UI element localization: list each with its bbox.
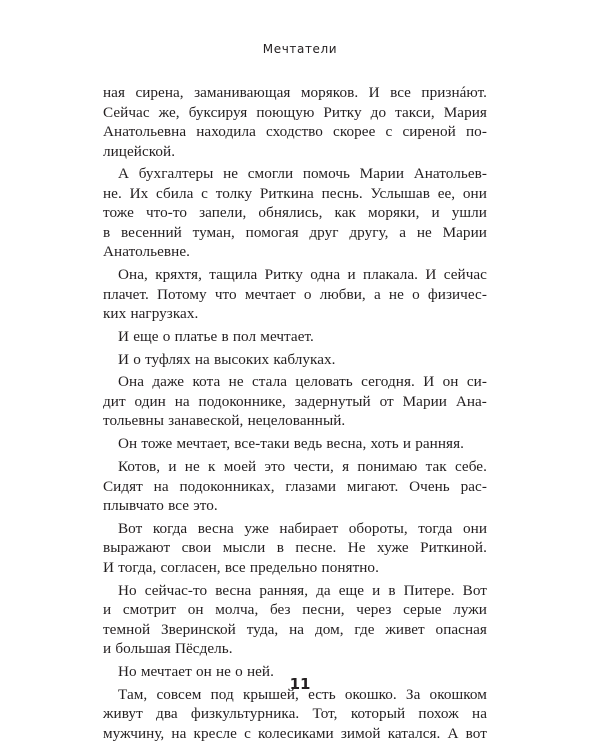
word: туман, bbox=[192, 223, 235, 241]
text-line bbox=[103, 434, 487, 454]
word: Вот bbox=[118, 519, 143, 537]
word: набирает bbox=[279, 519, 339, 537]
word: совсем bbox=[156, 685, 202, 703]
word: хоть bbox=[370, 435, 399, 453]
word: окошком bbox=[429, 685, 487, 703]
word: чести, bbox=[293, 458, 334, 476]
text-line bbox=[103, 83, 487, 103]
text-line bbox=[103, 122, 487, 142]
word: же, bbox=[158, 103, 180, 121]
word: Риткина bbox=[259, 184, 314, 202]
word: нецелованный. bbox=[247, 412, 346, 430]
word: на bbox=[194, 350, 210, 368]
text-line bbox=[103, 581, 487, 601]
word: с bbox=[244, 724, 251, 742]
word: весенний bbox=[121, 223, 182, 241]
word: на bbox=[289, 620, 305, 638]
word: и bbox=[402, 435, 412, 453]
word: Потому bbox=[157, 285, 207, 303]
word: вот bbox=[465, 724, 487, 742]
word: мысли bbox=[222, 539, 266, 557]
word: Питере. bbox=[403, 581, 455, 599]
word: о bbox=[133, 350, 141, 368]
word: помочь bbox=[302, 165, 350, 183]
word: сегодня. bbox=[361, 373, 415, 391]
word: другу, bbox=[349, 223, 389, 241]
word: рас- bbox=[460, 477, 487, 495]
text-line bbox=[103, 164, 487, 184]
paragraph bbox=[103, 457, 487, 516]
word: задернутый bbox=[294, 392, 371, 410]
word: сходство bbox=[266, 123, 323, 140]
word: Марии bbox=[359, 165, 405, 183]
text-line bbox=[103, 142, 487, 162]
word: с bbox=[201, 184, 208, 202]
word: Но bbox=[118, 662, 137, 680]
word: Тот, bbox=[312, 705, 338, 723]
word: ранняя, bbox=[259, 581, 309, 599]
word: еще bbox=[133, 327, 159, 345]
word: один bbox=[134, 392, 166, 410]
word: тоже bbox=[141, 435, 173, 453]
word: Риткиной. bbox=[420, 539, 487, 557]
text-line bbox=[103, 265, 487, 285]
word: плакала. bbox=[363, 266, 419, 284]
word: глазами bbox=[285, 477, 336, 495]
text-line bbox=[103, 372, 487, 392]
word: колесиками bbox=[258, 724, 334, 742]
word: тоже bbox=[103, 204, 134, 222]
word: Котов, bbox=[118, 458, 161, 476]
word: под bbox=[210, 685, 234, 703]
word: о bbox=[412, 285, 420, 303]
paragraph bbox=[103, 372, 487, 431]
word: выражают bbox=[103, 539, 171, 557]
word: не bbox=[228, 373, 244, 391]
word: когда bbox=[152, 519, 188, 537]
word: кота bbox=[192, 373, 221, 391]
word: не bbox=[215, 662, 231, 680]
body-text bbox=[103, 83, 487, 743]
paragraph bbox=[103, 327, 487, 347]
paragraph bbox=[103, 83, 487, 161]
word: мигают. bbox=[346, 477, 399, 495]
paragraph bbox=[103, 265, 487, 324]
word: сбила bbox=[156, 184, 194, 202]
word: ранняя. bbox=[415, 435, 464, 453]
word: физичес- bbox=[427, 285, 487, 303]
word: Мария bbox=[443, 103, 487, 121]
text-line bbox=[103, 477, 487, 497]
word: хуже bbox=[377, 539, 409, 557]
word: крышей, bbox=[242, 685, 299, 703]
word: сирена, bbox=[135, 84, 184, 101]
word: катался. bbox=[387, 724, 441, 742]
word: Марии bbox=[442, 223, 487, 241]
word: моряки, bbox=[368, 204, 420, 222]
word: бухгалтеры bbox=[138, 165, 214, 183]
word: И bbox=[103, 558, 115, 576]
word: ная bbox=[103, 84, 126, 101]
word: сейчас bbox=[443, 266, 487, 284]
word: в bbox=[388, 581, 396, 599]
word: и bbox=[347, 266, 356, 284]
word: сейчас-то bbox=[144, 581, 208, 599]
paragraph bbox=[103, 164, 487, 262]
word: он bbox=[195, 662, 212, 680]
word: За bbox=[405, 685, 421, 703]
word: мечтает bbox=[244, 285, 296, 303]
word: целовать bbox=[295, 373, 353, 391]
word: они bbox=[463, 519, 487, 537]
word: туфлях bbox=[145, 350, 191, 368]
word: не bbox=[388, 285, 404, 303]
word: без bbox=[269, 601, 291, 619]
word: все bbox=[168, 497, 190, 515]
word: толку bbox=[215, 184, 253, 202]
word: Их bbox=[129, 184, 149, 202]
paragraph bbox=[103, 581, 487, 659]
running-title: Мечтатели bbox=[262, 42, 338, 56]
word: окошко. bbox=[344, 685, 397, 703]
word: а bbox=[373, 285, 381, 303]
word: песнь. bbox=[321, 184, 363, 202]
word: Сидят bbox=[103, 477, 143, 495]
text-line bbox=[103, 350, 487, 370]
word: моряков. bbox=[300, 84, 359, 101]
word: свои bbox=[181, 539, 212, 557]
word: ких bbox=[103, 305, 127, 323]
word: понятно. bbox=[321, 558, 379, 576]
word: Не bbox=[347, 539, 366, 557]
word: И bbox=[368, 84, 380, 101]
word: Зверинской bbox=[160, 620, 236, 638]
word: Анатольевне. bbox=[103, 243, 190, 261]
word: высоких bbox=[213, 350, 270, 368]
word: Марии bbox=[402, 392, 447, 410]
text-line bbox=[103, 285, 487, 305]
word: находила bbox=[196, 123, 256, 140]
word: уже bbox=[244, 519, 269, 537]
word: моей bbox=[223, 458, 257, 476]
word: это bbox=[264, 458, 286, 476]
word: Пёсдель. bbox=[174, 640, 233, 658]
word: заманивающая bbox=[194, 84, 291, 101]
word: и bbox=[168, 458, 177, 476]
word: Анатольев- bbox=[413, 165, 487, 183]
word: мечтает. bbox=[260, 327, 314, 345]
word: И bbox=[425, 266, 437, 284]
text-line bbox=[103, 496, 487, 516]
word: Там, bbox=[118, 685, 148, 703]
word: не. bbox=[103, 184, 122, 202]
word: до bbox=[370, 103, 387, 121]
word: смотрит bbox=[122, 601, 177, 619]
word: и bbox=[431, 204, 440, 222]
text-line bbox=[103, 392, 487, 412]
word: дом, bbox=[314, 620, 344, 638]
word: мечтает bbox=[140, 662, 192, 680]
word: песне. bbox=[295, 539, 337, 557]
word: друг bbox=[309, 223, 339, 241]
word: лужи bbox=[453, 601, 487, 619]
word: и bbox=[103, 601, 112, 619]
word: поющую bbox=[256, 103, 315, 121]
word: мужчину, bbox=[103, 724, 165, 742]
word: И bbox=[118, 327, 130, 345]
word: по- bbox=[466, 123, 487, 140]
word: что bbox=[214, 285, 237, 303]
word: молча, bbox=[215, 601, 259, 619]
word: Ритку bbox=[264, 266, 303, 284]
word: подоконниках, bbox=[179, 477, 275, 495]
text-line bbox=[103, 558, 487, 578]
word: все bbox=[224, 558, 246, 576]
word: занавеской, bbox=[168, 412, 244, 430]
word: Он bbox=[118, 435, 138, 453]
word: А bbox=[118, 165, 130, 183]
word: зимой bbox=[340, 724, 381, 742]
word: Ритку bbox=[323, 103, 362, 121]
word: он bbox=[187, 601, 204, 619]
text-line bbox=[103, 242, 487, 262]
word: весна bbox=[215, 581, 252, 599]
word: живут bbox=[103, 705, 143, 723]
word: предельно bbox=[249, 558, 318, 576]
word: и bbox=[103, 640, 112, 658]
word: пол bbox=[232, 327, 257, 345]
word: ведь bbox=[293, 435, 323, 453]
word: тольевны bbox=[103, 412, 164, 430]
word: два bbox=[156, 705, 178, 723]
word: в bbox=[103, 223, 111, 241]
word: да bbox=[316, 581, 331, 599]
word: дит bbox=[103, 392, 126, 410]
word: одна bbox=[310, 266, 341, 284]
word: кресле bbox=[193, 724, 237, 742]
word: запели, bbox=[199, 204, 247, 222]
text-line bbox=[103, 519, 487, 539]
word: еще bbox=[338, 581, 365, 599]
text-line bbox=[103, 203, 487, 223]
text-line bbox=[103, 538, 487, 558]
word: темной bbox=[103, 620, 151, 638]
word: песни, bbox=[302, 601, 345, 619]
page-number: 11 bbox=[289, 675, 311, 693]
word: на bbox=[174, 392, 190, 410]
word: тащила bbox=[209, 266, 258, 284]
word: Она, bbox=[118, 266, 148, 284]
word: ней. bbox=[246, 662, 274, 680]
word: подоконнике, bbox=[198, 392, 286, 410]
word: в bbox=[276, 539, 284, 557]
word: платье bbox=[174, 327, 218, 345]
word: Ана- bbox=[455, 392, 487, 410]
word: весна, bbox=[326, 435, 367, 453]
word: Очень bbox=[409, 477, 450, 495]
word: на bbox=[472, 705, 487, 723]
word: Но bbox=[118, 581, 137, 599]
word: Она bbox=[118, 373, 144, 391]
word: такси, bbox=[395, 103, 435, 121]
paragraph bbox=[103, 519, 487, 578]
word: понимаю bbox=[357, 458, 418, 476]
word: каблуках. bbox=[273, 350, 336, 368]
text-line bbox=[103, 620, 487, 640]
word: стала bbox=[252, 373, 288, 391]
word: любви, bbox=[319, 285, 366, 303]
word: обнялись, bbox=[258, 204, 323, 222]
paragraph bbox=[103, 434, 487, 454]
word: кряхтя, bbox=[155, 266, 202, 284]
word: си- bbox=[466, 373, 487, 391]
word: живет bbox=[385, 620, 425, 638]
word: он bbox=[442, 373, 459, 391]
word: на bbox=[153, 477, 169, 495]
word: не bbox=[416, 223, 432, 241]
word: большая bbox=[115, 640, 171, 658]
text-line bbox=[103, 103, 487, 123]
word: нагрузках. bbox=[130, 305, 199, 323]
word: Сейчас bbox=[103, 103, 150, 121]
word: не bbox=[184, 458, 200, 476]
word: с bbox=[385, 123, 393, 140]
word: себе. bbox=[454, 458, 487, 476]
word: серые bbox=[403, 601, 442, 619]
text-line bbox=[103, 327, 487, 347]
word: физкультурника. bbox=[190, 705, 300, 723]
word: похож bbox=[418, 705, 459, 723]
word: где bbox=[354, 620, 375, 638]
word: все-таки bbox=[234, 435, 290, 453]
word: ее, bbox=[437, 184, 456, 202]
word: через bbox=[356, 601, 392, 619]
word: я bbox=[342, 458, 350, 476]
text-line bbox=[103, 304, 487, 324]
word: опасная bbox=[435, 620, 487, 638]
text-line bbox=[103, 223, 487, 243]
word: от bbox=[379, 392, 394, 410]
word: согласен, bbox=[160, 558, 221, 576]
word: к bbox=[208, 458, 216, 476]
text-line bbox=[103, 411, 487, 431]
paragraph bbox=[103, 350, 487, 370]
word: о bbox=[303, 285, 312, 303]
word: помогая bbox=[245, 223, 299, 241]
word: обороты, bbox=[348, 519, 408, 537]
word: И bbox=[423, 373, 435, 391]
word: о bbox=[235, 662, 243, 680]
text-line bbox=[103, 600, 487, 620]
word: плывчато bbox=[103, 497, 164, 515]
word: на bbox=[171, 724, 187, 742]
word: есть bbox=[308, 685, 336, 703]
word: все bbox=[390, 84, 411, 101]
word: мечтает, bbox=[176, 435, 231, 453]
word: скорее bbox=[333, 123, 376, 140]
word: И bbox=[118, 350, 130, 368]
word: признáют. bbox=[421, 84, 487, 101]
word: тогда, bbox=[118, 558, 157, 576]
word: как bbox=[334, 204, 356, 222]
word: и bbox=[372, 581, 381, 599]
word: тогда bbox=[418, 519, 453, 537]
word: так bbox=[425, 458, 447, 476]
word: о bbox=[162, 327, 171, 345]
word: в bbox=[221, 327, 229, 345]
word: плачет. bbox=[103, 285, 149, 303]
word: буксируя bbox=[188, 103, 248, 121]
word: весна bbox=[197, 519, 234, 537]
text-line bbox=[103, 184, 487, 204]
paragraph bbox=[103, 685, 487, 744]
word: даже bbox=[152, 373, 185, 391]
word: ушли bbox=[451, 204, 487, 222]
word: что-то bbox=[145, 204, 188, 222]
word: Анатольевна bbox=[103, 123, 187, 140]
word: они bbox=[462, 184, 487, 202]
word: а bbox=[399, 223, 407, 241]
word: Вот bbox=[462, 581, 487, 599]
word: туда, bbox=[246, 620, 279, 638]
text-line bbox=[103, 457, 487, 477]
text-line bbox=[103, 704, 487, 724]
text-line bbox=[103, 724, 487, 744]
word: А bbox=[447, 724, 459, 742]
text-line bbox=[103, 639, 487, 659]
word: сиреной bbox=[402, 123, 456, 140]
word: Услышав bbox=[370, 184, 430, 202]
word: который bbox=[350, 705, 406, 723]
word: это. bbox=[193, 497, 218, 515]
word: не bbox=[223, 165, 239, 183]
word: смогли bbox=[247, 165, 294, 183]
word: лицейской. bbox=[103, 142, 176, 160]
